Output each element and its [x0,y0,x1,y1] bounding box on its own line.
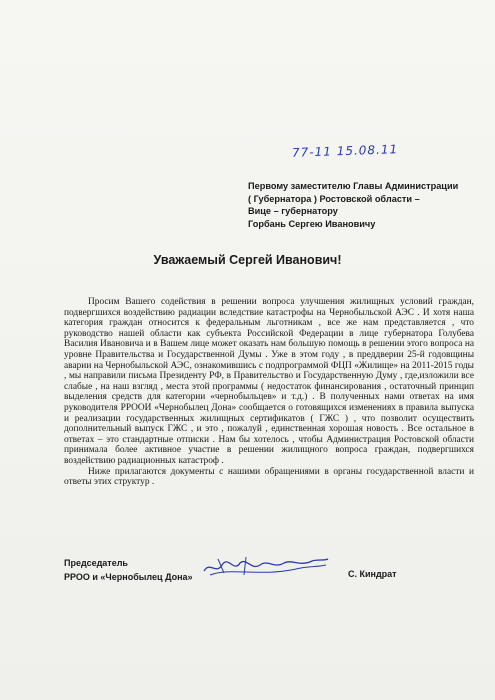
addressee-line: Первому заместителю Главы Администрации [248,181,459,191]
signer-name: С. Киндрат [348,569,397,579]
addressee-line: Вице – губернатору [248,206,338,216]
body-paragraph: Просим Вашего содействия в решении вопроса улучшения жилищных условий граждан, подвергшихся воздействию радиации вследствие катастрофы на Чернобыльской АЭС . И хотя наша категория граждан относится к федеральным льготникам , все же нам представляется , что руководство нашей области как субъекта Российской Федерации в лице губернатора Голубева Василия Ивановича и в Вашем лице может оказать нам большую помощь в решении этого вопроса на уровне Правительства и Государственной Думы . Уже в этом году , в преддверии 25-й годовщины аварии на Чернобыльской АЭС, ознакомившись с подпрограммой ФЦП «Жилище» на 2011-2015 годы , мы направили письма Президенту РФ, в Правительство и Государственную Думу , где,изложили все слабые , на наш взгляд , места этой программы ( недостаток финансирования , остаточный принцип выделения средств для категории «чернобыльцев» и т.д.) . В полученных нами ответах на имя руководителя РРООИ «Чернобылец Дона» сообщается о готовящихся изменениях в правила выпуска и реализации государственных жилищных сертификатов ( ГЖС ) , что позволит осуществить дополнительный выпуск ГЖС , и это , пожалуй , единственная хорошая новость . Все остальное в ответах – это стандартные отписки . Нам бы хотелось , чтобы Администрация Ростовской области принимала более активное участие в решении жилищного вопроса граждан, подвергшихся воздействию радиационных катастроф . [64,297,474,466]
body-paragraph: Ниже прилагаются документы с нашими обращениями в органы государственной власти и ответы этих структур . [64,466,474,488]
addressee-line: Горбань Сергею Ивановичу [248,218,376,229]
letter-body [64,297,474,488]
handwritten-signature [200,553,330,581]
salutation: Уважаемый Сергей Иванович! [153,253,342,267]
addressee-line: ( Губернатора ) Ростовской области – [248,193,420,204]
signature-position-line: Председатель [64,558,128,568]
addressee-block [248,180,488,230]
signature-position [64,556,193,584]
handwritten-date: 77-11 15.08.11 [291,142,399,160]
signature-position-line: РРОО и «Чернобылец Дона» [64,572,193,582]
